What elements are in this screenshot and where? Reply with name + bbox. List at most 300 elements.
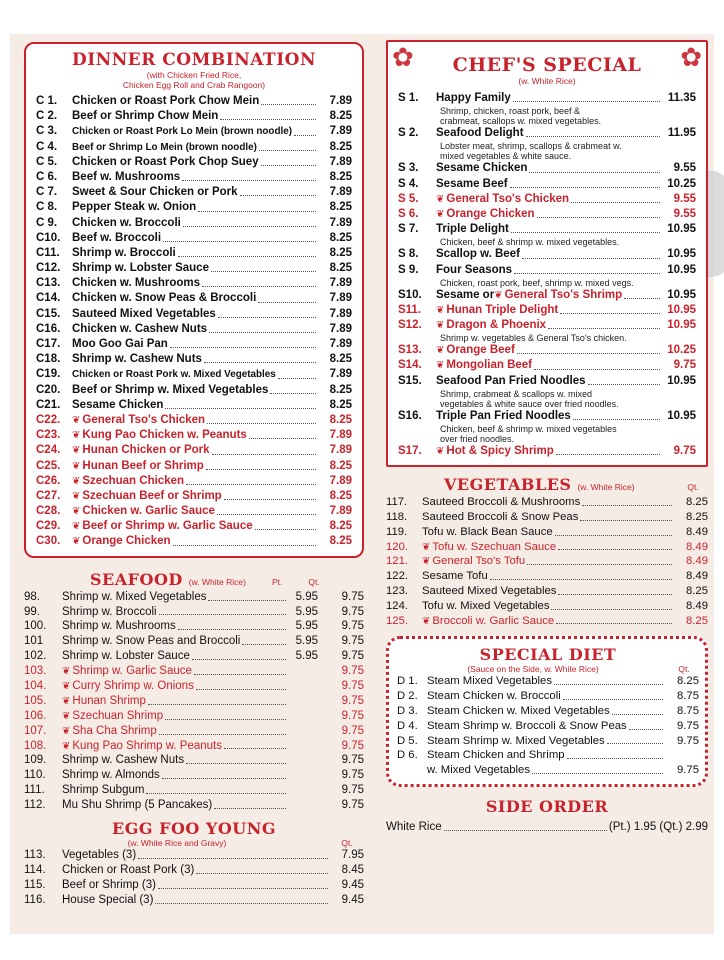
menu-item-row [24, 634, 364, 649]
leader-dots [183, 226, 316, 227]
leader-dots [204, 362, 316, 363]
item-price: 9.55 [673, 192, 696, 205]
leader-dots [211, 271, 316, 272]
leader-dots [158, 888, 328, 889]
item-price: 10.95 [667, 223, 696, 236]
item-name: Triple Pan Fried Noodles [436, 409, 571, 422]
menu-item-row [24, 768, 364, 783]
leader-dots [558, 594, 672, 595]
menu-item-row [24, 753, 364, 768]
item-price: 7.89 [329, 474, 352, 487]
item-price: 10.95 [667, 303, 696, 316]
item-price: 8.25 [329, 201, 352, 214]
item-price: 8.25 [329, 459, 352, 472]
menu-item-row [398, 192, 696, 207]
item-name: Hunan Chicken or Pork [82, 444, 210, 457]
menu-item-row [386, 599, 708, 614]
item-price: 10.25 [667, 177, 696, 190]
item-number: 103. [24, 665, 47, 678]
item-number: 119. [386, 525, 408, 538]
leader-dots [249, 438, 316, 439]
item-description: vegetables & white sauce over fried noodles. [440, 398, 619, 409]
item-price-quart: 9.75 [341, 650, 364, 663]
item-price: 10.95 [667, 374, 696, 387]
item-name: Chicken w. Garlic Sauce [82, 505, 215, 518]
menu-item-row [36, 367, 352, 382]
item-number: D 4. [397, 719, 418, 732]
leader-dots [444, 830, 607, 831]
leader-dots [186, 763, 286, 764]
item-price-quart: 9.75 [341, 799, 364, 812]
menu-item-row [24, 679, 364, 694]
egg-foo-young-sub: (w. White Rice and Gravy) [127, 837, 227, 848]
item-price-quart: 9.75 [341, 754, 364, 767]
item-number: C18. [36, 353, 61, 366]
item-name: Tofu w. Mixed Vegetables [422, 599, 550, 612]
item-name: Chicken or Roast Pork w. Mixed Vegetables [72, 369, 276, 381]
item-description: crabmeat, scallops w. mixed vegetables. [440, 116, 602, 127]
chili-pepper-icon: ❦ [422, 541, 431, 553]
seafood-sub: (w. White Rice) [188, 576, 246, 587]
item-number: 122. [386, 570, 408, 583]
item-name: Seafood Delight [436, 127, 524, 140]
item-price: 10.95 [667, 263, 696, 276]
item-number: 123. [386, 584, 408, 597]
item-name: Szechuan Chicken [82, 474, 185, 487]
printer-stamp [370, 794, 378, 944]
item-number: S 8. [398, 248, 419, 261]
leader-dots [202, 286, 316, 287]
item-name: Tofu w. Black Bean Sauce [422, 525, 553, 538]
item-number: 120. [386, 540, 408, 553]
item-name: Happy Family [436, 92, 511, 104]
item-price: 9.75 [673, 359, 696, 372]
item-number: S 4. [398, 177, 419, 190]
item-number: C27. [36, 489, 61, 502]
chefs-special-box [386, 40, 708, 467]
side-order-title: SIDE ORDER [485, 796, 609, 816]
leader-dots [240, 195, 316, 196]
item-price: 8.25 [329, 140, 352, 153]
leader-dots [170, 347, 316, 348]
item-name: Shrimp w. Mixed Vegetables [62, 590, 207, 603]
item-number: 112. [24, 799, 46, 812]
leader-dots [510, 187, 660, 188]
item-name: Scallop w. Beef [436, 248, 520, 261]
leader-dots [558, 549, 672, 550]
leader-dots [212, 454, 316, 455]
dinner-sub-1: (with Chicken Fried Rice, [146, 70, 242, 80]
chili-pepper-icon: ❦ [436, 208, 445, 220]
egg-foo-young-list [24, 848, 364, 908]
item-price: 7.89 [329, 338, 352, 350]
item-number: D 3. [397, 704, 418, 717]
item-number: S 2. [398, 127, 419, 140]
item-price: 8.49 [686, 570, 708, 583]
menu-item-row [386, 554, 708, 569]
menu-item-row [36, 200, 352, 215]
chili-pepper-icon: ❦ [72, 475, 81, 487]
menu-item-row [36, 504, 352, 519]
item-name: Beef w. Mushrooms [72, 170, 181, 183]
item-description: over fried noodles. [440, 434, 515, 444]
item-number: C 7. [36, 186, 58, 199]
item-price: 8.25 [686, 614, 708, 627]
item-number: 114. [24, 863, 46, 876]
item-price: 10.95 [667, 288, 696, 301]
item-price: 11.95 [667, 127, 696, 140]
leader-dots [571, 202, 660, 203]
leader-dots [207, 423, 316, 424]
menu-item-row [36, 534, 352, 549]
item-price: 8.49 [686, 599, 708, 612]
item-name: Beef or Shrimp Chow Mein [72, 110, 219, 123]
leader-dots [206, 469, 316, 470]
item-price: 7.95 [341, 848, 364, 861]
chili-pepper-icon: ❦ [436, 446, 445, 457]
leader-dots [208, 600, 286, 601]
item-name: Chicken or Roast Pork (3) [62, 863, 195, 876]
item-price: 8.49 [686, 540, 708, 553]
item-name: Shrimp w. Lobster Sauce [62, 650, 190, 663]
item-name: Steam Shrimp w. Broccoli & Snow Peas [427, 719, 627, 732]
menu-item-row [36, 140, 352, 155]
leader-dots [214, 808, 286, 809]
item-number: 101 [24, 635, 44, 648]
chili-pepper-icon: ❦ [422, 556, 431, 568]
item-name: Chicken w. Mushrooms [72, 277, 201, 290]
item-description: Chicken, beef & shrimp w. mixed vegetables. [440, 237, 620, 248]
item-name: Shrimp Subgum [62, 784, 145, 797]
item-price: 7.89 [329, 186, 352, 199]
item-number: 100. [24, 620, 47, 633]
item-number: D 6. [397, 749, 418, 762]
item-name: Szechuan Shrimp [72, 709, 164, 722]
item-number: 99. [24, 605, 40, 618]
chefs-special-sub: (w. White Rice) [518, 76, 576, 86]
chili-pepper-icon: ❦ [62, 740, 71, 752]
item-number: 117. [386, 496, 408, 509]
menu-item-row [398, 374, 696, 389]
item-price: 8.25 [329, 489, 352, 502]
item-number: C20. [36, 383, 61, 396]
item-number: C 1. [36, 95, 58, 107]
item-number: 106. [24, 709, 47, 722]
item-price-quart: 9.75 [341, 620, 364, 633]
menu-item-row [36, 109, 352, 124]
menu-item-row [36, 428, 352, 443]
item-price: 8.75 [677, 690, 699, 703]
leader-dots [560, 313, 660, 314]
item-name: Triple Delight [436, 223, 509, 236]
item-number: C28. [36, 505, 61, 518]
menu-item-row [36, 459, 352, 474]
chili-pepper-icon: ❦ [494, 289, 503, 301]
item-price-quart: 9.75 [341, 724, 364, 737]
menu-item-row [24, 863, 364, 878]
item-price: 9.55 [673, 207, 696, 220]
item-name: Tofu w. Szechuan Sauce [432, 540, 557, 553]
leader-dots [259, 150, 316, 151]
chili-pepper-icon: ❦ [72, 460, 81, 472]
leader-dots [522, 258, 660, 259]
item-number: C21. [36, 398, 61, 411]
leader-dots [146, 793, 286, 794]
item-name: Shrimp w. Broccoli [72, 246, 176, 259]
item-description: Chicken, roast pork, beef, shrimp w. mixed vegs. [440, 277, 634, 288]
chili-pepper-icon: ❦ [436, 193, 445, 205]
item-price: 9.55 [673, 162, 696, 175]
dinner-combination-title: DINNER COMBINATION [71, 50, 316, 70]
item-name: Sha Cha Shrimp [72, 724, 157, 737]
item-name: Beef or Shrimp (3) [62, 878, 156, 891]
leader-dots [294, 135, 316, 136]
item-description: mixed vegetables & white sauce. [440, 151, 572, 162]
item-number: 118. [386, 510, 408, 523]
menu-item-row [398, 358, 696, 373]
item-name: Steam Chicken w. Mixed Vegetables [427, 704, 610, 717]
item-number: C19. [36, 368, 61, 381]
item-name: Chicken w. Cashew Nuts [72, 322, 208, 335]
item-price-quart: 9.75 [341, 694, 364, 707]
item-name: Pepper Steak w. Onion [72, 201, 197, 214]
egg-foo-young-title: EGG FOO YOUNG [112, 818, 276, 838]
leader-dots [218, 317, 316, 318]
item-name: Sauteed Mixed Vegetables [72, 307, 216, 320]
leader-dots [224, 499, 316, 500]
item-number: C24. [36, 444, 61, 457]
menu-item-row [24, 664, 364, 679]
leader-dots [556, 454, 660, 455]
menu-item-row [397, 719, 699, 734]
special-diet-sub: (Sauce on the Side, w. White Rice) [467, 664, 599, 675]
leader-dots [173, 545, 316, 546]
item-name: Mongolian Beef [446, 359, 533, 372]
chili-pepper-icon: ❦ [62, 725, 71, 737]
leader-dots [178, 256, 316, 257]
leader-dots [624, 298, 660, 299]
item-price-quart: 9.75 [341, 784, 364, 797]
leader-dots [527, 564, 672, 565]
chili-pepper-icon: ❦ [72, 490, 81, 502]
leader-dots [138, 858, 328, 859]
item-number: 110. [24, 769, 46, 782]
item-name: Chicken or Roast Pork Lo Mein (brown noodle) [72, 126, 293, 138]
menu-item-row [386, 525, 708, 540]
leader-dots [159, 614, 286, 615]
item-number: C15. [36, 307, 61, 320]
menu-item-row [398, 263, 696, 278]
item-name: Beef or Shrimp w. Mixed Vegetables [72, 383, 269, 396]
item-name: Sesame Chicken [72, 398, 164, 411]
menu-item-row [386, 510, 708, 525]
item-name: Mu Shu Shrimp (5 Pancakes) [62, 799, 213, 812]
menu-item-row [36, 155, 352, 170]
item-name: Shrimp w. Mushrooms [62, 620, 176, 633]
item-number: 104. [24, 679, 47, 692]
leader-dots [192, 659, 286, 660]
item-number: 125. [386, 614, 408, 627]
item-name: Chicken w. Snow Peas & Broccoli [72, 292, 257, 305]
item-number: S16. [398, 409, 422, 422]
item-name: Chicken or Roast Pork Chop Suey [72, 155, 259, 168]
leader-dots [261, 104, 316, 105]
item-number: D 2. [397, 690, 418, 703]
menu-item-row [386, 540, 708, 555]
item-name: Shrimp w. Garlic Sauce [72, 665, 192, 678]
item-price: 7.89 [329, 368, 352, 381]
chili-pepper-icon: ❦ [72, 414, 81, 426]
leader-dots [255, 529, 316, 530]
item-name: Shrimp w. Almonds [62, 769, 160, 782]
item-number: 109. [24, 754, 47, 767]
leader-dots [580, 520, 672, 521]
leader-dots [196, 873, 328, 874]
item-number: S 6. [398, 207, 419, 220]
leader-dots [162, 778, 286, 779]
item-price: 10.95 [667, 319, 696, 332]
item-number: S 5. [398, 192, 419, 205]
item-number: S10. [398, 288, 422, 301]
vegetables-sub: (w. White Rice) [577, 482, 635, 493]
item-name: Moo Goo Gai Pan [72, 338, 168, 350]
menu-item-row [36, 337, 352, 352]
chili-pepper-icon: ❦ [436, 320, 445, 332]
menu-item-row [24, 619, 364, 634]
menu-item-row [398, 343, 696, 358]
item-number: S 9. [398, 263, 419, 276]
item-name: Sesame Chicken [436, 162, 528, 175]
leader-dots [548, 328, 660, 329]
item-number: C 6. [36, 170, 58, 183]
leader-dots [242, 644, 286, 645]
item-price: 9.75 [673, 445, 696, 457]
item-price-quart: 9.75 [341, 590, 364, 603]
item-price: 8.25 [329, 398, 352, 411]
item-name: Hot & Spicy Shrimp [446, 445, 554, 457]
leader-dots [198, 211, 316, 212]
seafood-pt-label: Pt. [271, 576, 283, 587]
menu-item-row [36, 519, 352, 534]
menu-item-row [24, 724, 364, 739]
leader-dots [537, 217, 660, 218]
menu-item-row [397, 689, 699, 704]
item-description: Shrimp, chicken, roast pork, beef & [440, 106, 581, 117]
leader-dots [490, 579, 672, 580]
item-number: C 2. [36, 110, 58, 123]
item-price: 8.25 [329, 110, 352, 123]
item-number: D 1. [397, 675, 418, 688]
item-name: w. Mixed Vegetables [427, 764, 530, 777]
leader-dots [270, 393, 316, 394]
side-order-section [386, 797, 708, 835]
menu-item-row [398, 303, 696, 318]
leader-dots [563, 699, 663, 700]
item-name: Kung Pao Shrimp w. Peanuts [72, 739, 222, 752]
chili-pepper-icon: ❦ [436, 304, 445, 316]
leader-dots [554, 684, 663, 685]
menu-item-row [24, 848, 364, 863]
item-price-pint: 5.95 [295, 620, 318, 633]
leader-dots [165, 408, 316, 409]
item-name: Shrimp w. Cashew Nuts [72, 353, 202, 366]
leader-dots [607, 743, 663, 744]
chili-pepper-icon: ❦ [72, 536, 81, 548]
item-price: 7.89 [329, 429, 352, 442]
menu-item-row [36, 307, 352, 322]
menu-item-row [36, 291, 352, 306]
leader-dots [573, 419, 660, 420]
chili-pepper-icon: ❦ [62, 695, 71, 707]
chefs-special-list [398, 91, 696, 459]
item-price: 7.89 [329, 505, 352, 518]
item-number: S13. [398, 344, 422, 357]
menu-item-row [36, 443, 352, 458]
item-name: Beef or Shrimp w. Garlic Sauce [82, 520, 253, 533]
item-name: Steam Chicken w. Broccoli [427, 690, 561, 703]
leader-dots [159, 734, 286, 735]
special-diet-list [397, 674, 699, 778]
item-number: C 5. [36, 155, 58, 168]
leader-dots [532, 773, 663, 774]
chili-pepper-icon: ❦ [62, 680, 71, 692]
item-name-secondary: General Tso's Shrimp [504, 288, 623, 301]
leader-dots [514, 273, 660, 274]
dinner-list [36, 94, 352, 550]
item-price: 11.35 [667, 92, 696, 104]
seafood-list [24, 590, 364, 813]
item-price-quart: 9.75 [341, 679, 364, 692]
menu-item-row [397, 674, 699, 689]
side-order-name: White Rice [386, 820, 442, 833]
leader-dots [163, 241, 316, 242]
item-number: C12. [36, 262, 61, 275]
menu-item-row [24, 739, 364, 754]
menu-item-row [386, 614, 708, 629]
leader-dots [194, 674, 286, 675]
leader-dots [555, 535, 672, 536]
menu-item-row [398, 409, 696, 424]
menu-item-row [398, 126, 696, 141]
item-price: 9.75 [677, 734, 699, 747]
side-order-price: (Pt.) 1.95 (Qt.) 2.99 [608, 820, 708, 833]
menu-item-row [24, 605, 364, 620]
item-name: Shrimp w. Lobster Sauce [72, 262, 209, 275]
item-price: 8.25 [329, 353, 352, 366]
item-name: Vegetables (3) [62, 848, 137, 861]
item-name: General Tso's Tofu [432, 555, 526, 568]
item-number: S 7. [398, 223, 419, 236]
item-number: 124. [386, 599, 408, 612]
item-number: 116. [24, 893, 46, 906]
item-price: 10.25 [667, 344, 696, 357]
menu-item-row [397, 748, 699, 763]
leader-dots [582, 505, 672, 506]
item-number: D 5. [397, 734, 418, 747]
menu-item-row [398, 91, 696, 106]
item-name: Steam Shrimp w. Mixed Vegetables [427, 734, 605, 747]
item-number: 102. [24, 650, 47, 663]
egg-foo-young-section [24, 819, 364, 908]
item-number: 107. [24, 724, 47, 737]
left-column [24, 42, 364, 908]
menu-item-row [24, 649, 364, 664]
item-price: 8.25 [329, 231, 352, 244]
item-name: Seafood Pan Fried Noodles [436, 374, 586, 387]
item-name: Sesame Tofu [422, 570, 488, 583]
menu-item-row [36, 413, 352, 428]
item-price: 8.25 [329, 413, 352, 426]
